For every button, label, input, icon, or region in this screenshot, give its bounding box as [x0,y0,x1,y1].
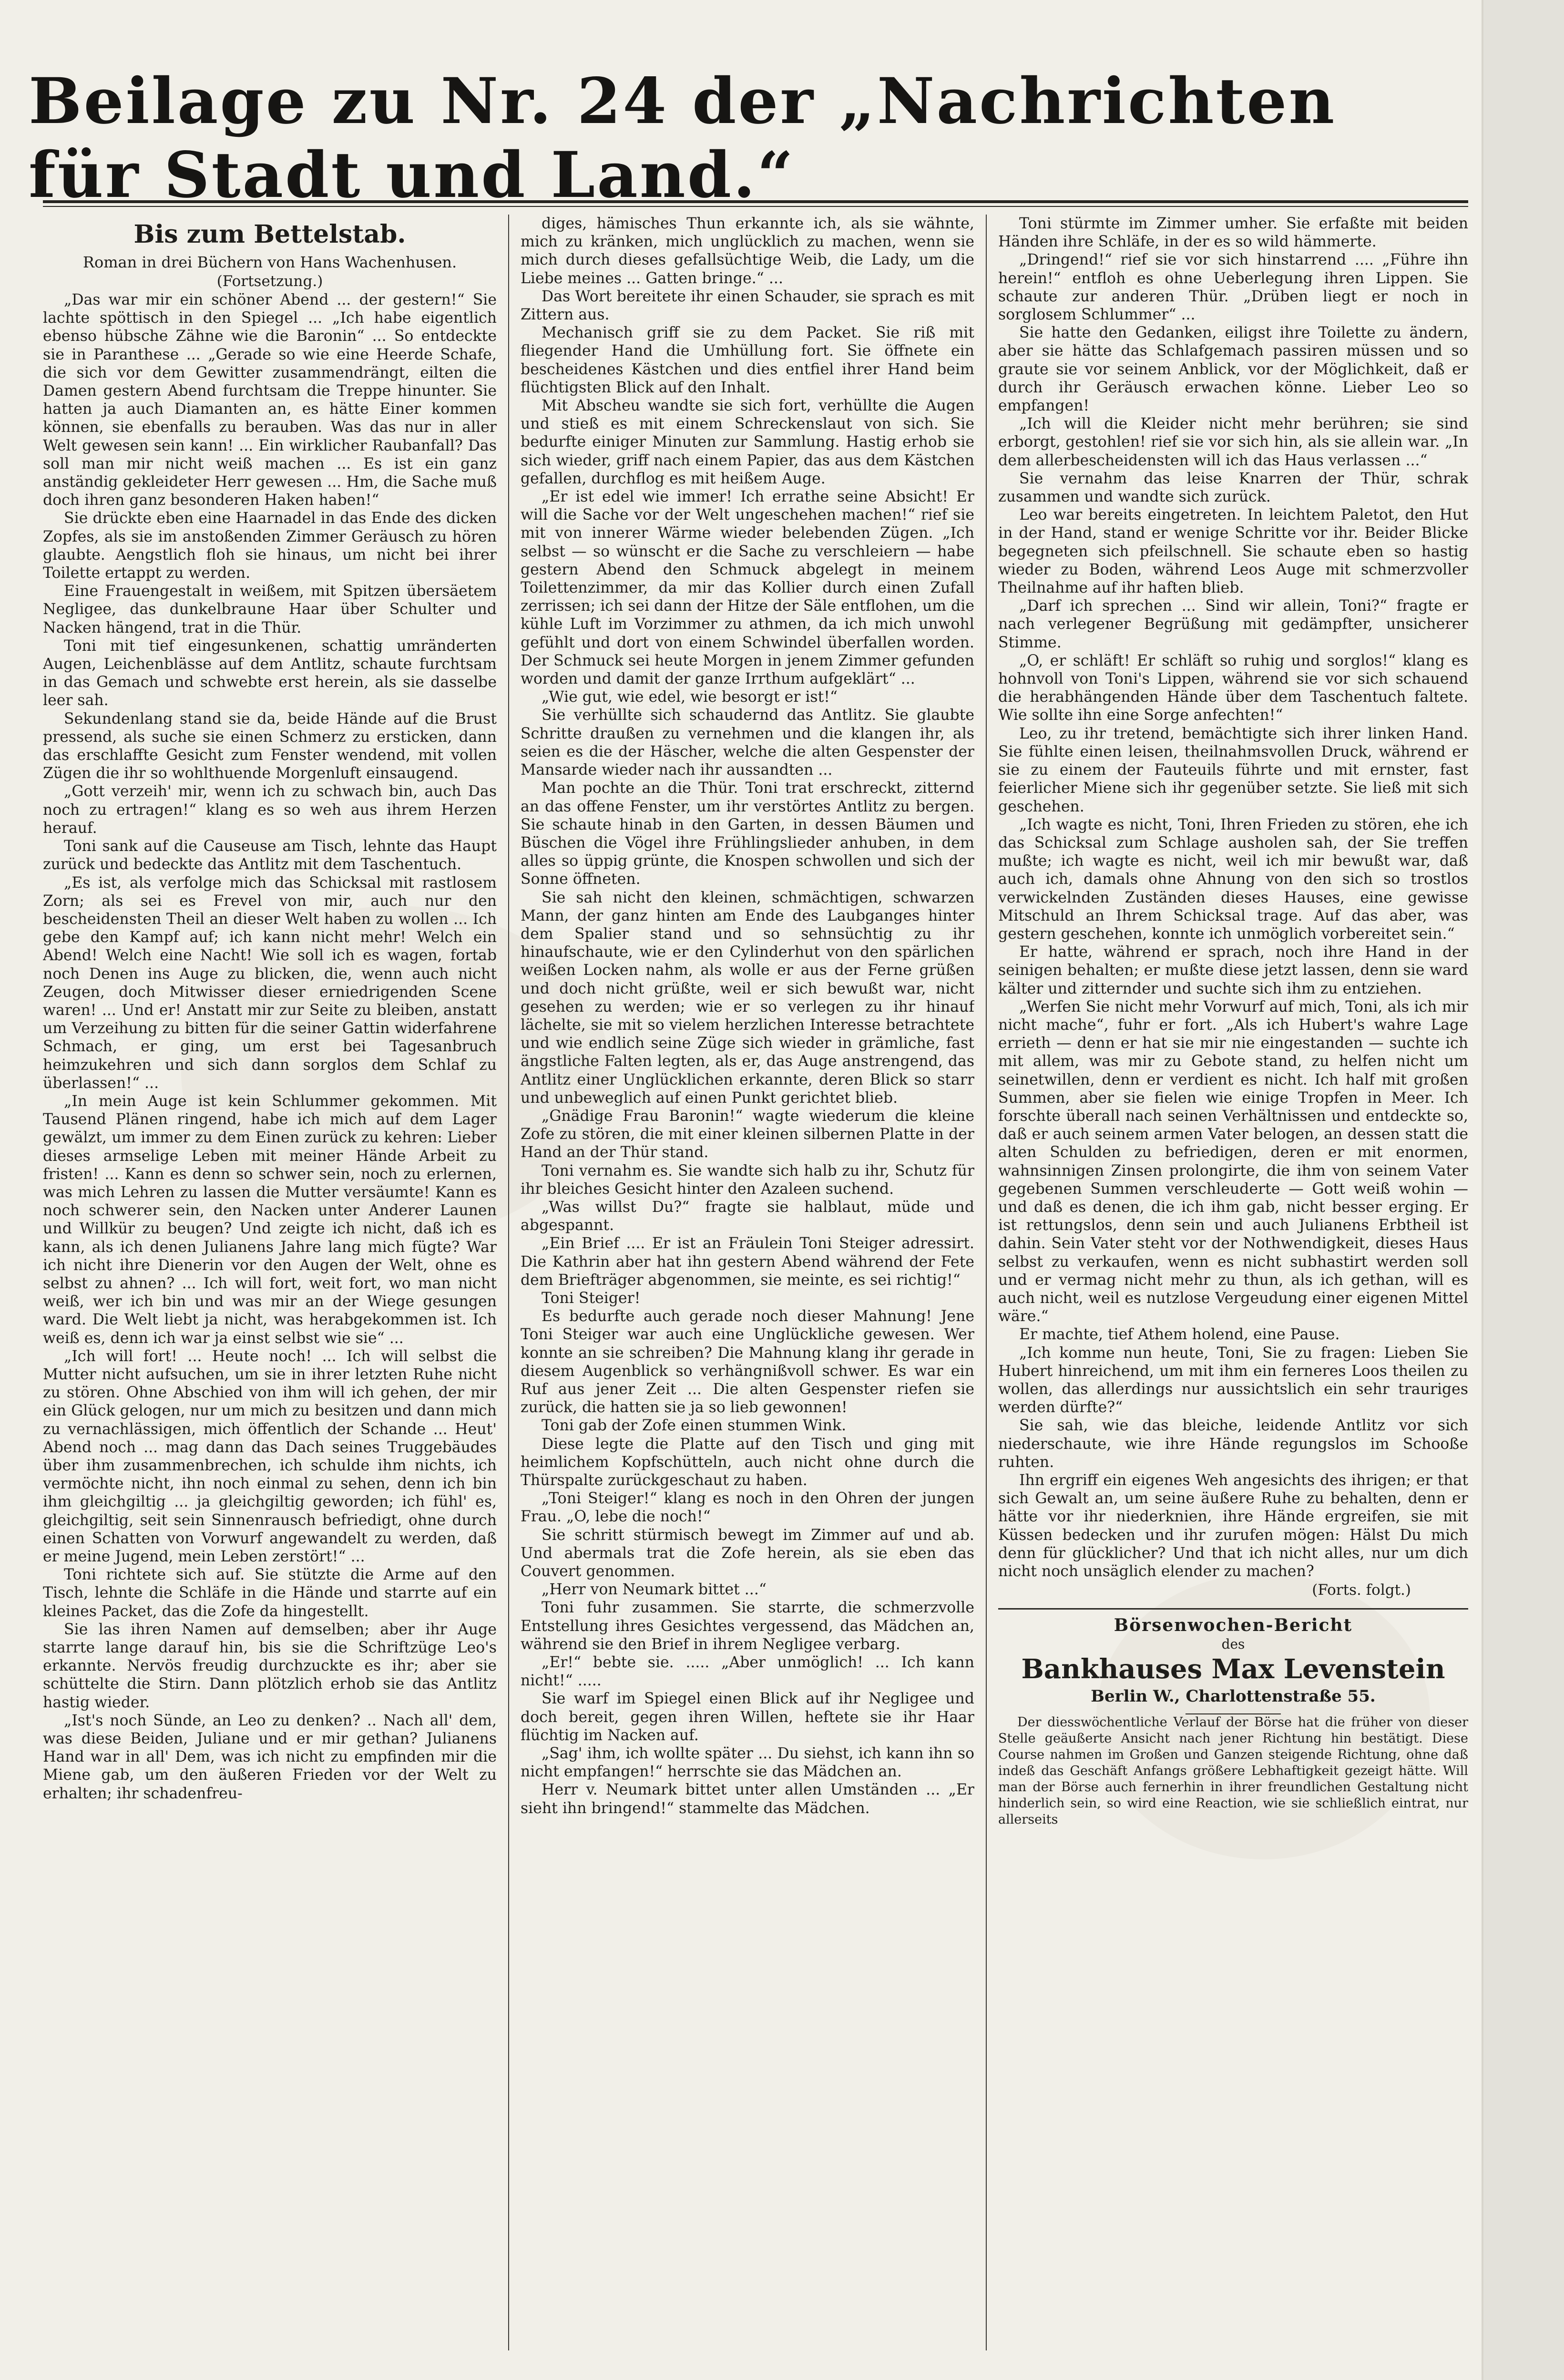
story-paragraph: Leo, zu ihr tretend, bemächtigte sich ihrer linken Hand. Sie fühlte einen leisen, theilnahmsvollen Druck, während er sie zu einem der Fauteuils führte und mit ernster, fast feierlicher Miene sich ihr gegenüber setzte. Sie ließ mit sich geschehen. [998,725,1468,815]
story-paragraph: „Ich will fort! ... Heute noch! ... Ich will selbst die Mutter nicht aufsuchen, um sie in ihrer letzten Ruhe nicht zu stören. Ohne Abschied von ihm will ich gehen, der mir ein Glück gelogen, nur um mich zu besitzen und dann mich zu vernachlässigen, mich öffentlich der Schande ... Heut' Abend noch ... mag dann das Dach seines Truggebäudes über ihm zusammenbrechen, ich schulde ihm nichts, ich vermöchte nicht, ihn noch einmal zu sehen, denn ich bin ihm gleichgiltig ... ja gleichgiltig geworden; ich fühl' es, gleichgiltig, seit sein Sinnenrausch befriedigt, ohne durch einen Schatten von Vorwurf angewandelt zu werden, daß er meine Jugend, mein Leben zerstört!“ ... [43,1347,497,1566]
story-paragraph: diges, hämisches Thun erkannte ich, als sie wähnte, mich zu kränken, mich unglücklich zu machen, wenn sie mich durch dieses gefallsüchtige Weib, die Lady, um die Liebe meines ... Gatten bringe.“ ... [521,215,974,287]
story-paragraph: Mechanisch griff sie zu dem Packet. Sie riß mit fliegender Hand die Umhüllung fort. Sie öffnete ein bescheidenes Kästchen und dies entfiel ihrer Hand beim flüchtigsten Blick auf den Inhalt. [521,324,974,396]
story-paragraph: „Dringend!“ rief sie vor sich hinstarrend .... „Führe ihn herein!“ entfloh es ohne Ueberlegung ihren Lippen. Sie schaute zur anderen Thür. „Drüben liegt er noch in sorglosem Schlummer“ ... [998,251,1468,324]
story-paragraph: Toni gab der Zofe einen stummen Wink. [542,1417,847,1435]
story-paragraph: „Gott verzeih' mir, wenn ich zu schwach bin, auch Das noch zu ertragen!“ klang es so weh aus ihrem Herzen herauf. [43,783,497,837]
masthead-rule [43,200,1468,203]
story-end-note: (Forts. folgt.) [1312,1581,1411,1599]
masthead-rule-thin [43,206,1468,207]
story-paragraph: „Es ist, als verfolge mich das Schicksal mit rastlosem Zorn; als sei es Frevel von mir, auch nur den bescheidensten Theil an dieser Welt haben zu wollen ... Ich gebe den Kampf auf; ich kann nicht mehr! Welch ein Abend! Welch eine Nacht! Wie soll ich es wagen, fortab noch Denen ins Auge zu blicken, die, wenn auch nicht Zeugen, doch Mitwisser dieser erniedrigenden Scene waren! ... Und er! Anstatt mir zur Seite zu bleiben, anstatt um Verzeihung zu bitten für die seiner Gattin widerfahrene Schmach, er ging, um erst bei Tagesanbruch heimzukehren und sich dann sorglos dem Schlaf zu überlassen!“ ... [43,874,497,1092]
story-paragraph: Sie hatte den Gedanken, eiligst ihre Toilette zu ändern, aber sie hätte das Schlafgemach passiren müssen und so graute sie vor seinem Anblick, vor der Möglichkeit, daß er durch ihr Geräusch erwachen könne. Lieber Leo so empfangen! [998,324,1468,415]
story-paragraph: Leo war bereits eingetreten. In leichtem Paletot, den Hut in der Hand, stand er wenige Schritte vor ihr. Beider Blicke begegneten sich pfeilschnell. Sie schaute eben so hastig wieder zu Boden, während Leos Auge mit schmerzvoller Theilnahme auf ihr haften blieb. [998,506,1468,597]
column-1 [43,215,497,2350]
story-paragraph: Toni mit tief eingesunkenen, schattig umränderten Augen, Leichenblässe auf dem Antlitz, schaute furchtsam in das Gemach und schwebte erst herein, als sie dasselbe leer sah. [43,637,497,709]
column-3 [998,215,1468,2350]
column-divider [508,215,509,2350]
story-paragraph: Das Wort bereitete ihr einen Schauder, sie sprach es mit Zittern aus. [521,287,974,324]
market-report-address: Berlin W., Charlottenstraße 55. [1091,1687,1376,1706]
column-1-text [43,291,497,1803]
story-paragraph: Diese legte die Platte auf den Tisch und ging mit heimlichem Kopfschütteln, auch nicht ohne durch die Thürspalte zurückgeschaut zu haben. [521,1435,974,1489]
story-paragraph: Ihn ergriff ein eigenes Weh angesichts des ihrigen; er that sich Gewalt an, um seine äußere Ruhe zu behalten, denn er hätte vor ihr niederknien, ihre Hände ergreifen, sie mit Küssen bedecken und ihr zurufen mögen: Hälst Du mich denn für glücklicher? Und that ich nicht alles, nur um dich nicht noch unsäglich elender zu machen? [998,1472,1468,1580]
page-edge [1483,0,1564,2380]
story-paragraph: „Toni Steiger!“ klang es noch in den Ohren der jungen Frau. „O, lebe die noch!“ [521,1490,974,1526]
story-paragraph: Sie warf im Spiegel einen Blick auf ihr Negligee und doch bereit, gegen ihren Willen, heftete sie ihr Haar flüchtig im Nacken auf. [521,1690,974,1744]
story-paragraph: Toni sank auf die Causeuse am Tisch, lehnte das Haupt zurück und bedeckte das Antlitz mit dem Taschentuch. [43,838,497,873]
story-paragraph: Toni fuhr zusammen. Sie starrte, die schmerzvolle Entstellung ihres Gesichtes vergessend, das Mädchen an, während sie den Brief in ihrem Negligee verbarg. [521,1599,974,1653]
story-paragraph: Eine Frauengestalt in weißem, mit Spitzen übersäetem Negligee, das dunkelbraune Haar über Schulter und Nacken hängend, trat in die Thür. [43,583,497,636]
story-paragraph: Sie verhüllte sich schaudernd das Antlitz. Sie glaubte Schritte draußen zu vernehmen und die klangen ihr, als seien es die der Häscher, welche die alten Gespenster der Mansarde wieder nach ihr aussandten ... [521,707,974,779]
story-paragraph: Sie drückte eben eine Haarnadel in das Ende des dicken Zopfes, als sie im anstoßenden Zimmer Geräusch zu hören glaubte. Aengstlich floh sie hinaus, um nicht bei ihrer Toilette ertappt zu werden. [43,510,497,582]
masthead: Beilage zu Nr. 24 der „Nachrichten für Stadt und Land.“ [29,64,1337,212]
market-report-bank: Bankhauses Max Levenstein [1021,1653,1445,1685]
story-paragraph: „Darf ich sprechen ... Sind wir allein, Toni?“ fragte er nach verlegener Begrüßung mit gedämpfter, unsicherer Stimme. [998,597,1468,651]
story-paragraph: Toni Steiger! [542,1289,641,1307]
story-paragraph: Er machte, tief Athem holend, eine Pause. [1019,1326,1340,1344]
story-paragraph: „Sag' ihm, ich wollte später ... Du siehst, ich kann ihn so nicht empfangen!“ herrschte sie das Mädchen an. [521,1745,974,1781]
story-paragraph: Man pochte an die Thür. Toni trat erschreckt, zitternd an das offene Fenster, um ihr verstörtes Antlitz zu bergen. Sie schaute hinab in den Garten, in dessen Bäumen und Büschen die Vögel ihre Frühlingslieder anhuben, in dem alles so üppig grünte, die Knospen schwollen und sich der Sonne öffneten. [521,780,974,888]
story-paragraph: „Das war mir ein schöner Abend ... der gestern!“ Sie lachte spöttisch in den Spiegel ... „Ich habe eigentlich ebenso hübsche Zähne wie die Baronin“ ... So entdeckte sie in Paranthese ... „Gerade so wie eine Heerde Schafe, die sich vor dem Gewitter zusammendrängt, eilten die Damen gestern Abend furchtsam die Treppe hinunter. Sie hatten ja auch Diamanten an, es hätte Einer kommen können, sie ebenfalls zu berauben. Was das nur in aller Welt gewesen sein kann! ... Ein wirklicher Raubanfall? Das soll man mir nicht weiß machen ... Es ist ein ganz anständig gekleideter Herr gewesen ... Hm, die Sache muß doch ihren ganz besonderen Haken haben!“ [43,291,497,509]
story-paragraph: „Er!“ bebte sie. ..... „Aber unmöglich! ... Ich kann nicht!“ ..... [521,1654,974,1690]
market-report-title: Börsenwochen-Bericht [1114,1615,1353,1636]
story-paragraph: Sie las ihren Namen auf demselben; aber ihr Auge starrte lange darauf hin, bis sie die Schriftzüge Leo's erkannte. Nervös freudig durchzuckte es ihr; aber sie schüttelte die Stirn. Dann plötzlich erhob sie das Antlitz hastig wieder. [43,1621,497,1711]
story-paragraph: „Er ist edel wie immer! Ich errathe seine Absicht! Er will die Sache vor der Welt ungeschehen machen!“ rief sie mit von innerer Wärme wieder belebenden Zügen. „Ich selbst — so wünscht er die Sache zu verschleiern — habe gestern Abend den Schmuck abgelegt in meinem Toilettenzimmer, da mir das Kollier durch einen Zufall zerrissen; ich sei dann der Hitze der Säle entflohen, um die kühle Luft im Vorzimmer zu athmen, da ich mich unwohl gefühlt und dort von einem Schwindel überfallen worden. Der Schmuck sei heute Morgen in jenem Zimmer gefunden worden und damit der ganze Irrthum aufgeklärt“ ... [521,488,974,688]
story-paragraph: „Herr von Neumark bittet ...“ [542,1581,767,1599]
story-subtitle: Roman in drei Büchern von Hans Wachenhusen. [82,253,457,271]
story-paragraph: Mit Abscheu wandte sie sich fort, verhüllte die Augen und stieß es mit einem Schreckenslaut von sich. Sie bedurfte einiger Minuten zur Sammlung. Hastig erhob sie sich wieder, griff nach einem Papier, das aus dem Kästchen gefallen, durchflog es mit heißem Auge. [521,397,974,487]
story-paragraph: Herr v. Neumark bittet unter allen Umständen ... „Er sieht ihn bringend!“ stammelte das Mädchen. [521,1781,974,1817]
story-paragraph: „Ich komme nun heute, Toni, Sie zu fragen: Lieben Sie Hubert hinreichend, um mit ihm ein ferneres Loos theilen zu wollen, das allerdings nur aussichtslich ein sehr trauriges werden dürfte?“ [998,1344,1468,1416]
story-paragraph: Es bedurfte auch gerade noch dieser Mahnung! Jene Toni Steiger war auch eine Unglückliche gewesen. Wer konnte an sie schreiben? Die Mahnung klang ihr gerade in diesem Augenblick so verhängnißvoll schwer. Es war ein Ruf aus jener Zeit ... Die alten Gespenster riefen sie zurück, die hatten sie ja so lieb gewonnen! [521,1308,974,1416]
story-paragraph: „Werfen Sie nicht mehr Vorwurf auf mich, Toni, als ich mir nicht mache“, fuhr er fort. „Als ich Hubert's wahre Lage errieth — denn er hat sie mir nie eingestanden — suchte ich mit allem, was mir zu Gebote stand, zu helfen nicht um seinetwillen, denn er verdient es nicht. Ich half mit großen Summen, aber sie fielen wie einige Tropfen in Meer. Ich forschte überall nach seinen Verhältnissen und entdeckte so, daß er auch seinem armen Vater belogen, an dessen statt die alten Schulden zu befriedigen, deren er mit enormen, wahnsinnigen Zinsen prolongirte, die ihm von seinem Vater gegebenen Summen verschleuderte — Gott weiß wohin — und daß es denen, die ich ihm gab, nicht besser erging. Er ist rettungslos, denn sein und auch Julianens Erbtheil ist dahin. Sein Vater steht vor der Nothwendigkeit, dieses Haus selbst zu verkaufen, wenn es nicht subhastirt werden soll und er vermag nicht mehr zu thun, als ich gethan, will es auch nicht, weil es nutzlose Vergeudung einer eigenen Mittel wäre.“ [998,998,1468,1325]
column-3-text [998,215,1468,1580]
story-paragraph: „O, er schläft! Er schläft so ruhig und sorglos!“ klang es hohnvoll von Toni's Lippen, während sie vor sich schauend die herabhängenden Hände über dem Taschentuch faltete. Wie sollte ihn eine Sorge anfechten!“ [998,652,1468,724]
story-paragraph: Sie sah, wie das bleiche, leidende Antlitz vor sich niederschaute, wie ihre Hände regungslos im Schooße ruhten. [998,1417,1468,1471]
story-paragraph: „Wie gut, wie edel, wie besorgt er ist!“ [542,688,838,706]
story-paragraph: „Ich will die Kleider nicht mehr berühren; sie sind erborgt, gestohlen! rief sie vor sich hin, als sie allein war. „In dem allerbescheidensten will ich das Haus verlassen ...“ [998,415,1468,469]
section-rule [998,1608,1468,1610]
story-paragraph: „Ein Brief .... Er ist an Fräulein Toni Steiger adressirt. Die Kathrin aber hat ihn gestern Abend während der Fete dem Briefträger abgenommen, sie meinte, es sei richtig!“ [521,1235,974,1289]
story-paragraph: „Was willst Du?“ fragte sie halblaut, müde und abgespannt. [521,1198,974,1234]
column-divider [986,215,987,2350]
story-paragraph: „Ist's noch Sünde, an Leo zu denken? .. Nach all' dem, was diese Beiden, Juliane und er mir gethan? Julianens Hand war in all' Dem, was ich nicht zu empfinden mir die Miene gab, um den äußeren Frieden vor der Welt zu erhalten; ihr schadenfreu- [43,1712,497,1802]
story-paragraph: Toni richtete sich auf. Sie stützte die Arme auf den Tisch, lehnte die Schläfe in die Hände und starrte auf ein kleines Packet, das die Zofe da hingestellt. [43,1566,497,1620]
market-report-body [998,1714,1468,1828]
story-paragraph: Sekundenlang stand sie da, beide Hände auf die Brust pressend, als suche sie einen Schmerz zu ersticken, dann das erschlaffte Gesicht zum Fenster wendend, mit vollen Zügen die ihr so wohlthuende Morgenluft einsaugend. [43,710,497,782]
story-paragraph: Sie sah nicht den kleinen, schmächtigen, schwarzen Mann, der ganz hinten am Ende des Laubganges hinter dem Spalier stand und so sehnsüchtig zu ihr hinaufschaute, wie er den Cylinderhut von den spärlichen weißen Locken nahm, als wolle er aus der Ferne grüßen und doch nicht grüßte, weil er sich bewußt war, nicht gesehen zu werden; wie er so verlegen zu ihr hinauf lächelte, sie mit so vielem herzlichen Interesse betrachtete und wie endlich seine Züge sich wieder in grämliche, fast ängstliche Falten legten, als er, das Auge anstrengend, das Antlitz einer Unglücklichen erkannte, deren Blick so starr und unbeweglich auf einen Punkt gerichtet blieb. [521,889,974,1107]
story-paragraph: Sie schritt stürmisch bewegt im Zimmer auf und ab. Und abermals trat die Zofe herein, als sie eben das Couvert genommen. [521,1526,974,1580]
story-paragraph: „In mein Auge ist kein Schlummer gekommen. Mit Tausend Plänen ringend, habe ich mich auf dem Lager gewälzt, um immer zu dem Einen zurück zu kehren: Lieber dieses armselige Leben mit meiner Hände Arbeit zu fristen! ... Kann es denn so schwer sein, noch zu erlernen, was mich Lehren zu lassen die Mutter versäumte! Kann es noch schwerer sein, den Nacken unter Anderer Launen und Willkür zu beugen? Und zeigte ich nicht, daß ich es kann, als ich denen Julianens Jahre lang mich fügte? War ich nicht ihre Dienerin vor den Augen der Welt, ohne es selbst zu ahnen? ... Ich will fort, weit fort, wo man nicht weiß, wer ich bin und was mir an der Wiege gesungen ward. Die Welt liebt ja nicht, was herabgekommen ist. Ich weiß es, denn ich war ja einst selbst wie sie“ ... [43,1092,497,1347]
story-paragraph: „Ich wagte es nicht, Toni, Ihren Frieden zu stören, ehe ich das Schicksal zum Schlage ausholen sah, der Sie treffen mußte; ich wagte es nicht, weil ich mir bewußt war, daß auch ich, damals ohne Ahnung von den sich so trostlos verwickelnden Zuständen dieses Hauses, eine gewisse Mitschuld an Ihrem Schicksal trage. Auf das aber, was gestern geschehen, konnte ich unmöglich vorbereitet sein.“ [998,816,1468,943]
story-paragraph: Toni vernahm es. Sie wandte sich halb zu ihr, Schutz für ihr bleiches Gesicht hinter den Azaleen suchend. [521,1162,974,1198]
story-continuation: (Fortsetzung.) [216,273,323,290]
story-paragraph: Er hatte, während er sprach, noch ihre Hand in der seinigen behalten; er mußte diese jetzt lassen, denn sie ward kälter und zitternder und suchte sich ihm zu entziehen. [998,944,1468,997]
column-2-text [521,215,974,1817]
story-title: Bis zum Bettelstab. [133,220,406,249]
story-paragraph: Sie vernahm das leise Knarren der Thür, schrak zusammen und wandte sich zurück. [998,470,1468,506]
column-2 [521,215,974,2350]
story-paragraph: „Gnädige Frau Baronin!“ wagte wiederum die kleine Zofe zu stören, die mit einer kleinen silbernen Platte in der Hand an der Thür stand. [521,1107,974,1161]
story-paragraph: Toni stürmte im Zimmer umher. Sie erfaßte mit beiden Händen ihre Schläfe, in der es so wild hämmerte. [998,215,1468,251]
market-report-des: des [1221,1636,1245,1652]
market-report-paragraph: Der diesswöchentliche Verlauf der Börse hat die früher von dieser Stelle geäußerte Ansicht nach jener Richtung hin bestätigt. Diese Course nahmen im Großen und Ganzen steigende Richtung, ohne daß indeß das Geschäft Anfangs größere Lebhaftigkeit gezeigt hätte. Will man der Börse auch fernerhin in ihrer freundlichen Gestaltung nicht hinderlich sein, so wird eine Reaction, wie sie schließlich eintrat, nur allerseits [998,1715,1468,1827]
